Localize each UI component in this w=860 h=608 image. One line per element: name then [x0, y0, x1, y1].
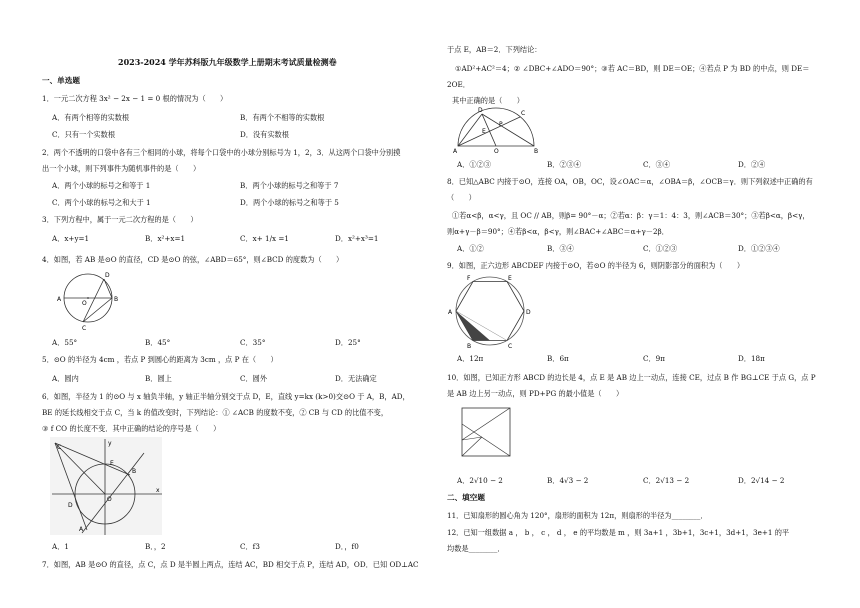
q1-option-c: C．只有一个实数根	[52, 130, 116, 139]
section-heading-single-choice: 一、单选题	[42, 76, 80, 85]
q9-label-d: D	[526, 309, 531, 316]
q9-stem: 9．如图，正六边形 ABCDEF 内接于⊙O，若⊙O 的半径为 6，则阴影部分的面积为（ ）	[447, 261, 745, 270]
q1-option-d: D．没有实数根	[240, 130, 289, 139]
q4-segment-bd	[104, 279, 112, 298]
q4-option-c: C．35°	[240, 338, 266, 347]
q10-option-c: C．2√13 − 2	[643, 476, 690, 485]
q6-stem-line3: ③ f CO 的长度不变．其中正确的结论的序号是（ ）	[42, 424, 221, 433]
q8-option-a: A．①②	[457, 244, 484, 253]
q4-label-c: C	[82, 325, 87, 332]
q4-circle-figure	[44, 268, 134, 338]
q6-option-d: D．，f0	[335, 542, 359, 551]
q6-label-x: x	[156, 487, 160, 494]
q7-stem-line1: 7．如图，AB 是⊙O 的直径，点 C，点 D 是半圆上两点，连结 AC，BD 相交于点 P，连结 AD，OD．已知 OD⊥AC	[42, 560, 419, 569]
q6-label-c: C	[57, 444, 62, 451]
q6-label-a: A	[79, 526, 84, 533]
q7-option-d: D．②④	[738, 160, 766, 169]
q12-stem-line1: 12．已知一组数据 a ， b ， c ， d ， e 的平均数是 m ，则 3a+1 ，3b+1，3c+1，3d+1，3e+1 的平	[447, 528, 790, 537]
q2-option-c: C．两个小球的标号之和大于 1	[52, 198, 151, 207]
q10-segment-pd	[462, 408, 510, 440]
q3-stem: 3．下列方程中，属于一元二次方程的是（ ）	[42, 215, 198, 224]
q6-option-a: A．1	[52, 542, 69, 551]
q7-label-c: C	[521, 110, 526, 117]
q10-option-a: A．2√10 − 2	[457, 476, 503, 485]
q7-option-a: A．①②③	[457, 160, 491, 169]
q9-label-f: F	[467, 275, 471, 282]
q6-option-b: B．，2	[145, 542, 166, 551]
q10-option-b: B．4√3 − 2	[547, 476, 589, 485]
q3-option-a: A．x+y=1	[52, 234, 90, 243]
q7-option-b: B．②③④	[547, 160, 582, 169]
q10-square-figure	[458, 406, 518, 462]
q5-stem: 5．⊙O 的半径为 4cm ，若点 P 到圆心的距离为 3cm ，点 P 在（ ）	[42, 355, 278, 364]
q6-stem-line1: 6．如图，半径为 1 的⊙O 与 x 轴负半轴，y 轴正半轴分别交于点 D，E，直线 y=kx (k>0)交⊙O 于 A，B，AD，	[42, 392, 410, 401]
q9-label-a: A	[448, 309, 453, 316]
q9-label-e: E	[508, 275, 512, 282]
q9-circle-shape	[456, 277, 524, 345]
q8-stem-line2: （ ）	[447, 193, 476, 202]
q9-label-b: B	[467, 343, 472, 350]
q6-label-b: B	[132, 468, 137, 475]
q7-label-a: A	[453, 148, 458, 155]
q10-stem-line2: 是 AB 边上另一动点，则 PD+PG 的最小值是（ ）	[447, 389, 624, 398]
q7-stem-line4: 2OE．	[447, 80, 470, 89]
q12-stem-line2: 均数是________．	[447, 544, 505, 553]
q2-stem-line2: 出一个小球，则下列事件为随机事件的是（ ）	[42, 164, 201, 173]
q10-stem-line1: 10．如图，已知正方形 ABCD 的边长是 4，点 E 是 AB 边上一动点，连接 CE，过点 B 作 BG⊥CE 于点 G，点 P	[447, 373, 816, 382]
q8-option-d: D．①②③④	[738, 244, 780, 253]
q10-segment-ce	[462, 424, 510, 456]
q4-option-b: B．45°	[145, 338, 171, 347]
q6-figure	[50, 437, 165, 537]
q8-stem-line1: 8．已知△ABC 内接于⊙O，连接 OA，OB，OC，设∠OAC＝α，∠OBA＝β，∠OCB＝γ．则下列叙述中正确的有	[447, 177, 813, 186]
q9-option-a: A．12π	[457, 354, 484, 363]
q7-label-d: D	[478, 107, 483, 114]
q4-option-d: D．25°	[335, 338, 361, 347]
q8-stem-line4: 则α+γ－β＝90°；④若β<α，β<γ，则∠BAC+∠ABC＝α+γ－2β．	[447, 227, 669, 236]
q2-option-b: B．两个小球的标号之和等于 7	[240, 181, 339, 190]
q1-option-a: A．有两个相等的实数根	[52, 113, 130, 122]
q7-stem-line3: ①AD²+AC²＝4；② ∠DBC+∠ADO＝90°；③若 AC＝BD，则 DE＝OE；④若点 P 为 BD 的中点，则 DE＝	[455, 64, 810, 73]
q4-stem: 4．如图，若 AB 是⊙O 的直径，CD 是⊙O 的弦，∠ABD＝65°，则∠BCD 的度数为（ ）	[42, 255, 344, 264]
section-heading-fill-blank: 二、填空题	[447, 493, 485, 502]
q1-option-b: B．有两个不相等的实数根	[240, 113, 325, 122]
q9-hexagon-figure	[448, 273, 532, 350]
q3-option-c: C．x+ 1/x =1	[240, 234, 289, 243]
q11-stem: 11．已知扇形的圆心角为 120°，扇形的面积为 12π，则扇形的半径为________．	[447, 511, 708, 520]
q10-option-d: D．2√14 − 2	[738, 476, 785, 485]
q7-label-e: E	[482, 128, 486, 135]
q4-option-a: A．55°	[52, 338, 78, 347]
q4-label-a: A	[57, 296, 62, 303]
q6-stem-line2: BE 的延长线相交于点 C，当 k 的值改变时，下列结论：① ∠ACB 的度数不变，② CB 与 CD 的比值不变，	[42, 408, 389, 417]
q8-option-c: C．①②③	[643, 244, 678, 253]
q6-label-y: y	[108, 440, 112, 447]
q6-option-c: C．f3	[240, 542, 260, 551]
q3-option-b: B．x²+x=1	[145, 234, 186, 243]
q5-option-a: A．圆内	[52, 374, 79, 383]
q9-option-d: D．18π	[738, 354, 765, 363]
q4-label-o: O	[82, 300, 87, 307]
q7-label-p: P	[499, 121, 503, 128]
q7-stem-line5: 其中正确的是（ ）	[452, 96, 524, 105]
q2-option-d: D．两个小球的标号之和等于 5	[240, 198, 339, 207]
q4-center-dot	[87, 297, 89, 299]
q5-option-b: B．圆上	[145, 374, 172, 383]
q3-option-d: D．x²+x³=1	[335, 234, 379, 243]
q6-label-e: E	[110, 460, 114, 467]
q6-label-d: D	[68, 502, 73, 509]
q2-option-a: A．两个小球的标号之和等于 1	[52, 181, 151, 190]
q6-label-o: O	[107, 496, 112, 503]
q5-option-d: D．无法确定	[335, 374, 377, 383]
q9-label-c: C	[508, 343, 513, 350]
q4-segment-bc	[83, 298, 112, 322]
q7-label-o: O	[494, 148, 499, 155]
q6-figure-bg	[50, 437, 162, 535]
q8-stem-line3: ①若α<β，α<γ，且 OC // AB，则β= 90°－α；②若α：β：γ＝1：4：3，则∠ACB＝30°；③若β<α，β<γ，	[452, 211, 810, 220]
q4-label-d: D	[105, 272, 110, 279]
q7-semicircle-figure	[452, 104, 542, 154]
q9-option-c: C．9π	[643, 354, 665, 363]
q1-stem: 1．一元二次方程 3x² − 2x − 1 = 0 根的情况为（ ）	[42, 94, 228, 103]
q9-hexagon-shape	[456, 282, 524, 341]
q7-stem-line2: 于点 E，AB＝2．下列结论：	[447, 45, 542, 54]
q4-label-b: B	[114, 296, 119, 303]
q2-stem-line1: 2．两个不透明的口袋中各有三个相同的小球，将每个口袋中的小球分别标号为 1，2，3．从这两个口袋中分别摸	[42, 148, 401, 157]
q7-segment-bd	[482, 114, 534, 146]
q7-option-c: C．③④	[643, 160, 671, 169]
q7-label-b: B	[534, 148, 539, 155]
q9-option-b: B．6π	[547, 354, 569, 363]
q8-option-b: B．③④	[547, 244, 574, 253]
q5-option-c: C．圆外	[240, 374, 268, 383]
page-title: 2023-2024 学年苏科版九年级数学上册期末考试质量检测卷	[118, 57, 337, 67]
q9-shaded-region	[456, 311, 490, 341]
